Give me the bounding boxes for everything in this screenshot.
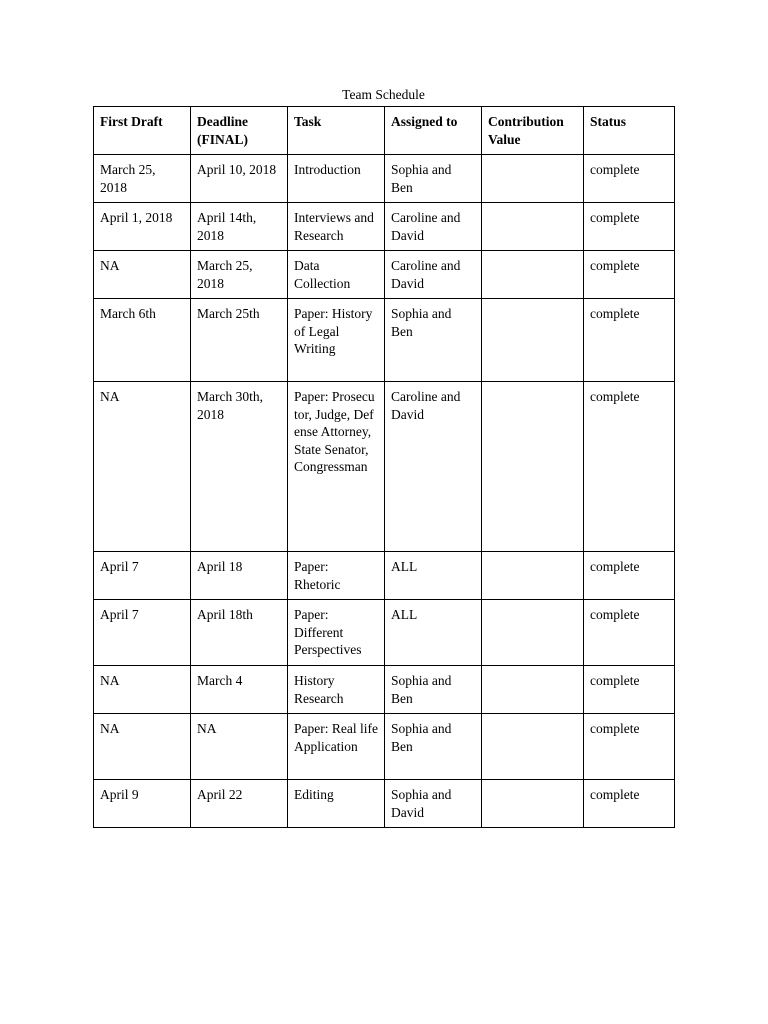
cell-task: Data Collection [288, 251, 385, 299]
cell-first-draft: NA [94, 666, 191, 714]
cell-task: Introduction [288, 155, 385, 203]
cell-first-draft: NA [94, 382, 191, 552]
cell-first-draft: April 1, 2018 [94, 203, 191, 251]
table-row [94, 780, 675, 828]
page-title: Team Schedule [342, 87, 425, 102]
cell-task: Paper: Prosecutor, Judge, Defense Attorney, State Senator, Congressman [288, 382, 385, 552]
cell-status: complete [584, 382, 675, 552]
cell-assigned-to: Caroline and David [385, 382, 482, 552]
cell-deadline: March 25th [191, 299, 288, 382]
cell-task: Editing [288, 780, 385, 828]
cell-assigned-to: Caroline and David [385, 251, 482, 299]
column-header-contribution-value: Contribution Value [482, 107, 584, 155]
schedule-table [93, 106, 675, 828]
cell-assigned-to: Sophia and David [385, 780, 482, 828]
table-row [94, 382, 675, 552]
cell-contribution-value [482, 299, 584, 382]
cell-task: Paper: Real life Application [288, 714, 385, 780]
cell-deadline: NA [191, 714, 288, 780]
cell-assigned-to: Caroline and David [385, 203, 482, 251]
table-header-row [94, 107, 675, 155]
cell-status: complete [584, 552, 675, 600]
cell-status: complete [584, 780, 675, 828]
cell-contribution-value [482, 600, 584, 666]
column-header-task: Task [288, 107, 385, 155]
cell-status: complete [584, 714, 675, 780]
cell-deadline: April 22 [191, 780, 288, 828]
column-header-first-draft: First Draft [94, 107, 191, 155]
cell-task: History Research [288, 666, 385, 714]
cell-first-draft: March 6th [94, 299, 191, 382]
cell-status: complete [584, 600, 675, 666]
cell-deadline: April 18 [191, 552, 288, 600]
table-row [94, 714, 675, 780]
cell-assigned-to: ALL [385, 552, 482, 600]
cell-task: Interviews and Research [288, 203, 385, 251]
cell-contribution-value [482, 714, 584, 780]
cell-contribution-value [482, 155, 584, 203]
cell-assigned-to: ALL [385, 600, 482, 666]
cell-contribution-value [482, 666, 584, 714]
table-row [94, 600, 675, 666]
column-header-status: Status [584, 107, 675, 155]
cell-first-draft: April 7 [94, 600, 191, 666]
column-header-assigned-to: Assigned to [385, 107, 482, 155]
cell-deadline: April 14th, 2018 [191, 203, 288, 251]
cell-deadline: March 25, 2018 [191, 251, 288, 299]
cell-contribution-value [482, 552, 584, 600]
table-row [94, 552, 675, 600]
cell-status: complete [584, 203, 675, 251]
cell-contribution-value [482, 780, 584, 828]
cell-contribution-value [482, 251, 584, 299]
cell-deadline: April 18th [191, 600, 288, 666]
cell-task: Paper: History of Legal Writing [288, 299, 385, 382]
cell-assigned-to: Sophia and Ben [385, 666, 482, 714]
cell-assigned-to: Sophia and Ben [385, 299, 482, 382]
table-row [94, 203, 675, 251]
cell-status: complete [584, 251, 675, 299]
table-row [94, 666, 675, 714]
cell-first-draft: April 9 [94, 780, 191, 828]
cell-status: complete [584, 666, 675, 714]
cell-task: Paper: Rhetoric [288, 552, 385, 600]
cell-contribution-value [482, 203, 584, 251]
cell-task: Paper: Different Perspectives [288, 600, 385, 666]
column-header-deadline: Deadline (FINAL) [191, 107, 288, 155]
cell-status: complete [584, 299, 675, 382]
cell-first-draft: March 25, 2018 [94, 155, 191, 203]
cell-assigned-to: Sophia and Ben [385, 155, 482, 203]
cell-status: complete [584, 155, 675, 203]
cell-contribution-value [482, 382, 584, 552]
table-row [94, 155, 675, 203]
table-row [94, 299, 675, 382]
cell-deadline: April 10, 2018 [191, 155, 288, 203]
cell-first-draft: April 7 [94, 552, 191, 600]
cell-first-draft: NA [94, 251, 191, 299]
cell-deadline: March 30th, 2018 [191, 382, 288, 552]
cell-first-draft: NA [94, 714, 191, 780]
cell-deadline: March 4 [191, 666, 288, 714]
cell-assigned-to: Sophia and Ben [385, 714, 482, 780]
table-row [94, 251, 675, 299]
